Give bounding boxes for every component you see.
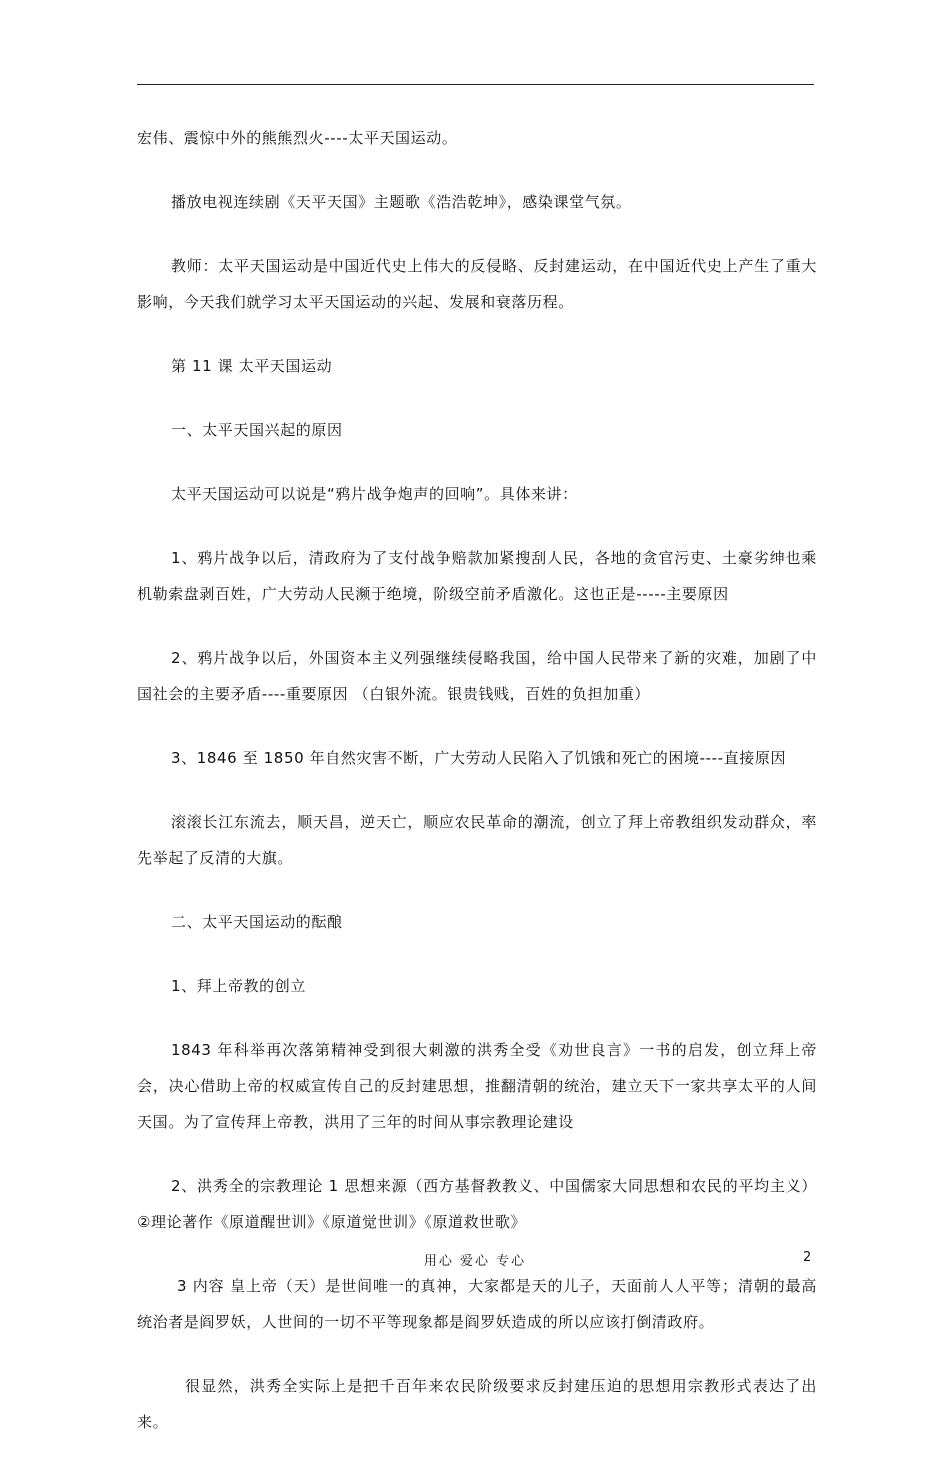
paragraph: 很显然，洪秀全实际上是把千百年来农民阶级要求反封建压迫的思想用宗教形式表达了出来。 xyxy=(137,1377,817,1431)
paragraph: 1、鸦片战争以后，清政府为了支付战争赔款加紧搜刮人民，各地的贪官污吏、土豪劣绅也乘机勒索盘剥百姓，广大劳动人民濒于绝境，阶级空前矛盾激化。这也正是-----主要原因 xyxy=(137,549,817,603)
paragraph: 2、鸦片战争以后，外国资本主义列强继续侵略我国，给中国人民带来了新的灾难，加剧了中国社会的主要矛盾----重要原因 （白银外流。银贵钱贱，百姓的负担加重） xyxy=(137,649,817,703)
page-number: 2 xyxy=(803,1250,812,1265)
subsection-heading: 1、拜上帝教的创立 xyxy=(171,977,306,995)
lesson-title: 第 11 课 太平天国运动 xyxy=(171,357,333,375)
paragraph: 滚滚长江东流去，顺天昌，逆天亡，顺应农民革命的潮流，创立了拜上帝教组织发动群众，率先举起了反清的大旗。 xyxy=(137,813,817,867)
paragraph: 3 内容 皇上帝（天）是世间唯一的真神，大家都是天的儿子，天面前人人平等；清朝的最高统治者是阎罗妖，人世间的一切不平等现象都是阎罗妖造成的所以应该打倒清政府。 xyxy=(137,1277,817,1331)
section-heading: 二、太平天国运动的酝酿 xyxy=(171,913,343,931)
paragraph: 3、1846 至 1850 年自然灾害不断，广大劳动人民陷入了饥饿和死亡的困境----直接原因 xyxy=(171,749,787,767)
paragraph: 教师：太平天国运动是中国近代史上伟大的反侵略、反封建运动，在中国近代史上产生了重大影响，今天我们就学习太平天国运动的兴起、发展和衰落历程。 xyxy=(137,257,817,311)
paragraph: 2、洪秀全的宗教理论 1 思想来源（西方基督教教义、中国儒家大同思想和农民的平均主义） ②理论著作《原道醒世训》《原道觉世训》《原道救世歌》 xyxy=(137,1177,817,1231)
footer-motto: 用心 爱心 专心 xyxy=(423,1254,527,1269)
paragraph: 太平天国运动可以说是“鸦片战争炮声的回响”。具体来讲： xyxy=(171,485,578,503)
paragraph: 1843 年科举再次落第精神受到很大刺激的洪秀全受《劝世良言》一书的启发，创立拜上帝会，决心借助上帝的权威宣传自己的反封建思想，推翻清朝的统治，建立天下一家共享太平的人间天国。为了宣传拜上帝教，洪用了三年的时间从事宗教理论建设 xyxy=(137,1041,817,1131)
paragraph: 宏伟、震惊中外的熊熊烈火----太平天国运动。 xyxy=(137,129,458,147)
section-heading: 一、太平天国兴起的原因 xyxy=(171,421,343,439)
paragraph: 播放电视连续剧《天平天国》主题歌《浩浩乾坤》，感染课堂气氛。 xyxy=(171,193,632,211)
header-rule xyxy=(137,84,814,85)
